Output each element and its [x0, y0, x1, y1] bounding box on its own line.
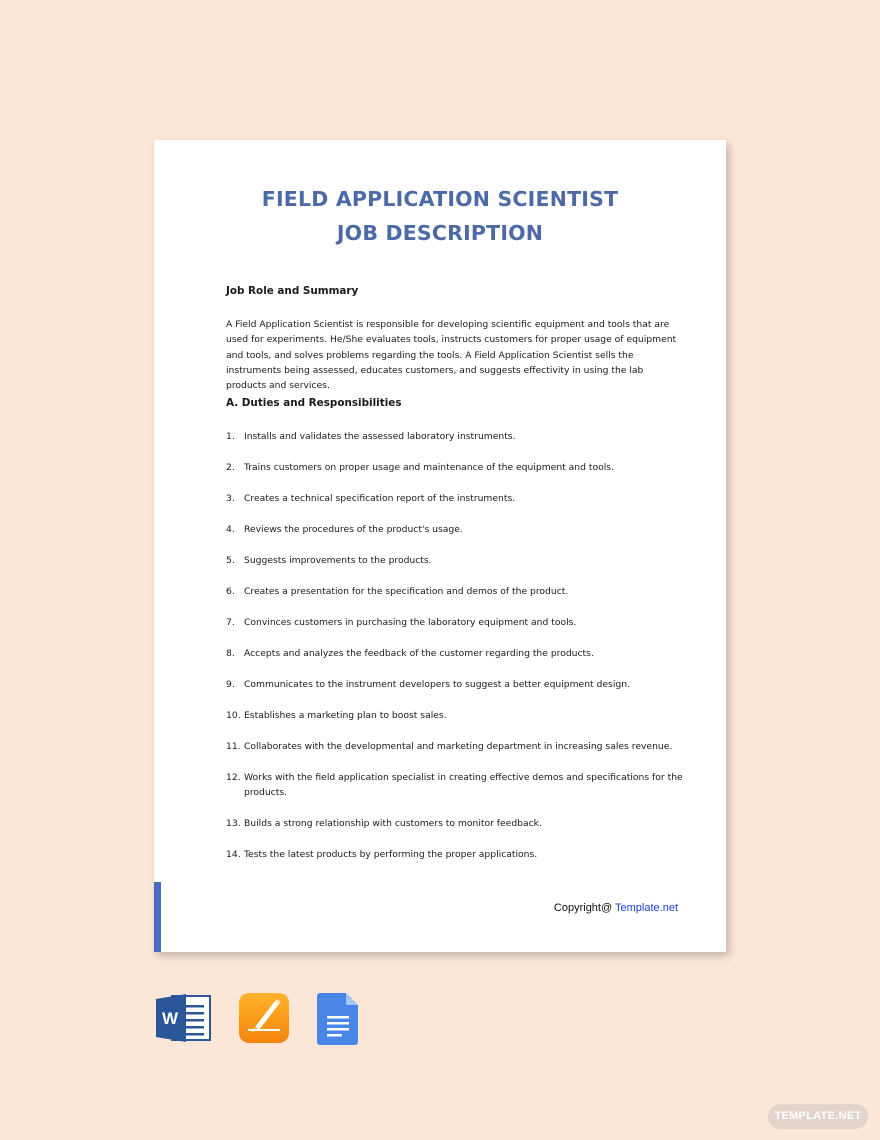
title-line-2: JOB DESCRIPTION [336, 221, 544, 245]
duty-item [226, 739, 684, 754]
copyright-prefix: Copyright@ [553, 902, 616, 914]
duty-text: Builds a strong relationship with customers to monitor feedback. [244, 818, 542, 830]
duty-text: Communicates to the instrument developers to suggest a better equipment design. [244, 678, 630, 690]
summary-paragraph: A Field Application Scientist is responsible for developing scientific equipment and tools that are used for experiments. He/She evaluates tools, instructs customers for proper usage of equipment and tools, and solves problems regarding the tools. A Field Application Scientist sells the instruments being assessed, educates customers, and suggests effectivity in using the lab products and services. [226, 319, 677, 392]
duty-number: 6. [226, 585, 235, 597]
duty-text: Collaborates with the developmental and marketing department in increasing sales revenue. [244, 740, 673, 752]
word-icon-letter: W [161, 1009, 179, 1028]
page-accent-bar [154, 882, 161, 952]
duties-heading: A. Duties and Responsibilities [226, 397, 402, 409]
duty-number: 1. [226, 431, 235, 442]
template-net-badge[interactable]: TEMPLATE.NET [768, 1104, 868, 1129]
duty-text: Trains customers on proper usage and maintenance of the equipment and tools. [244, 461, 614, 473]
duty-item [226, 677, 684, 692]
duty-number: 7. [226, 616, 235, 628]
duty-text: Installs and validates the assessed laboratory instruments. [244, 431, 516, 442]
word-icon[interactable] [156, 993, 212, 1043]
duty-item [226, 429, 684, 444]
duty-text: Suggests improvements to the products. [244, 554, 432, 566]
google-docs-icon[interactable] [317, 992, 359, 1046]
duty-text: Reviews the procedures of the product's usage. [244, 523, 463, 535]
duty-number: 4. [226, 523, 235, 535]
template-net-link[interactable]: Template.net [615, 902, 678, 914]
duty-item [226, 615, 684, 630]
duty-number: 9. [226, 678, 235, 690]
duty-text: Works with the field application specialist in creating effective demos and specifications for the products. [244, 771, 683, 799]
duty-item [226, 584, 684, 599]
title-line-1: FIELD APPLICATION SCIENTIST [261, 187, 619, 211]
duty-text: Convinces customers in purchasing the laboratory equipment and tools. [244, 616, 577, 628]
duty-item [226, 646, 684, 661]
duty-text: Creates a technical specification report of the instruments. [244, 492, 516, 504]
duty-number: 14. [226, 849, 241, 861]
duty-item [226, 708, 684, 723]
document-page [154, 140, 726, 952]
duty-text: Establishes a marketing plan to boost sales. [244, 709, 447, 721]
duty-item [226, 491, 684, 506]
duty-text: Creates a presentation for the specification and demos of the product. [244, 585, 569, 597]
duty-item [226, 553, 684, 568]
duty-item [226, 460, 684, 475]
duty-text: Accepts and analyzes the feedback of the customer regarding the products. [244, 647, 594, 659]
duty-number: 2. [226, 461, 235, 473]
page-title [154, 182, 726, 250]
summary-heading: Job Role and Summary [226, 285, 359, 297]
duty-number: 12. [226, 771, 241, 783]
duty-item [226, 522, 684, 537]
duty-text: Tests the latest products by performing the proper applications. [244, 849, 538, 861]
duty-item [226, 816, 684, 831]
duty-number: 8. [226, 647, 235, 659]
duty-number: 10. [226, 709, 241, 721]
duty-number: 11. [226, 740, 241, 752]
duty-number: 5. [226, 554, 235, 566]
duty-number: 3. [226, 492, 235, 504]
duty-item [226, 847, 684, 862]
pages-icon[interactable] [238, 992, 290, 1044]
duties-list [226, 429, 684, 878]
copyright [554, 902, 678, 914]
duty-number: 13. [226, 818, 241, 830]
duty-item [226, 770, 684, 801]
